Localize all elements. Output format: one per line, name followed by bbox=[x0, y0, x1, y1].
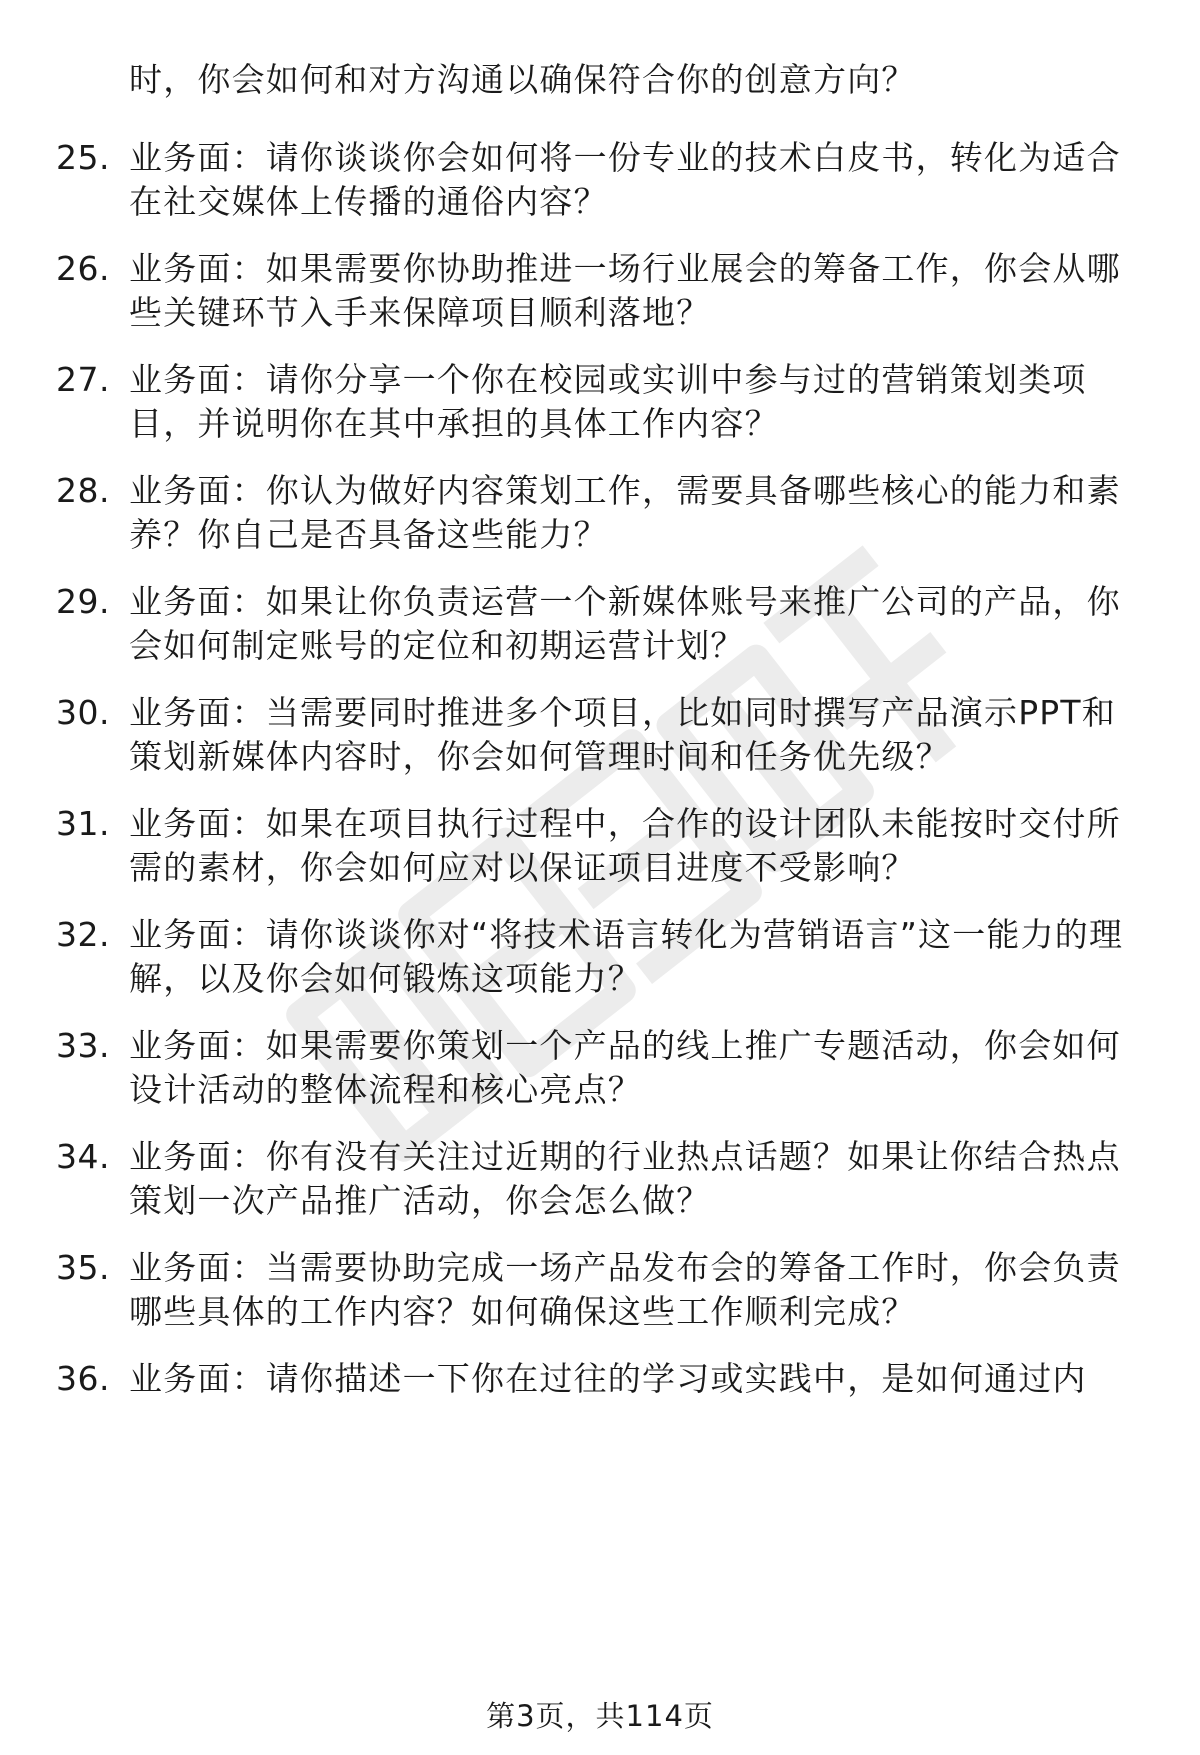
question-number: 33. bbox=[56, 1026, 110, 1065]
question-text: 业务面：请你分享一个你在校园或实训中参与过的营销策划类项目，并说明你在其中承担的具体工作内容？ bbox=[129, 360, 1087, 443]
question-number: 36. bbox=[56, 1359, 110, 1398]
question-text: 业务面：你认为做好内容策划工作，需要具备哪些核心的能力和素养？你自己是否具备这些能力？ bbox=[129, 471, 1121, 554]
list-item bbox=[0, 58, 1200, 102]
question-text: 业务面：请你谈谈你会如何将一份专业的技术白皮书，转化为适合在社交媒体上传播的通俗内容？ bbox=[129, 138, 1121, 221]
question-text: 业务面：如果让你负责运营一个新媒体账号来推广公司的产品，你会如何制定账号的定位和初期运营计划？ bbox=[129, 582, 1121, 665]
question-number: 32. bbox=[56, 915, 110, 954]
question-text: 业务面：如果需要你协助推进一场行业展会的筹备工作，你会从哪些关键环节入手来保障项目顺利落地？ bbox=[129, 249, 1121, 332]
question-number: 28. bbox=[56, 471, 110, 510]
question-number: 31. bbox=[56, 804, 110, 843]
list-item bbox=[0, 580, 1200, 668]
question-number: 26. bbox=[56, 249, 110, 288]
question-list bbox=[0, 58, 1200, 1424]
question-number: 29. bbox=[56, 582, 110, 621]
list-item bbox=[0, 358, 1200, 446]
question-text: 时，你会如何和对方沟通以确保符合你的创意方向？ bbox=[129, 60, 916, 99]
question-text: 业务面：请你描述一下你在过往的学习或实践中，是如何通过内 bbox=[129, 1359, 1087, 1398]
question-number: 34. bbox=[56, 1137, 110, 1176]
list-item bbox=[0, 691, 1200, 779]
list-item bbox=[0, 1357, 1200, 1401]
question-text: 业务面：当需要协助完成一场产品发布会的筹备工作时，你会负责哪些具体的工作内容？如何确保这些工作顺利完成？ bbox=[129, 1248, 1121, 1331]
question-text: 业务面：你有没有关注过近期的行业热点话题？如果让你结合热点策划一次产品推广活动，你会怎么做？ bbox=[129, 1137, 1121, 1220]
question-text: 业务面：如果需要你策划一个产品的线上推广专题活动，你会如何设计活动的整体流程和核心亮点？ bbox=[129, 1026, 1121, 1109]
question-number: 25. bbox=[56, 138, 110, 177]
question-number: 35. bbox=[56, 1248, 110, 1287]
list-item bbox=[0, 469, 1200, 557]
list-item bbox=[0, 913, 1200, 1001]
list-item bbox=[0, 1024, 1200, 1112]
question-number: 30. bbox=[56, 693, 110, 732]
list-item bbox=[0, 802, 1200, 890]
page-number-footer: 第3页，共114页 bbox=[486, 1699, 714, 1733]
list-item bbox=[0, 1246, 1200, 1334]
question-text: 业务面：如果在项目执行过程中，合作的设计团队未能按时交付所需的素材，你会如何应对以保证项目进度不受影响？ bbox=[129, 804, 1121, 887]
list-item bbox=[0, 136, 1200, 224]
question-number: 27. bbox=[56, 360, 110, 399]
list-item bbox=[0, 247, 1200, 335]
question-text: 业务面：请你谈谈你对“将技术语言转化为营销语言”这一能力的理解，以及你会如何锻炼这项能力？ bbox=[129, 915, 1124, 998]
question-text: 业务面：当需要同时推进多个项目，比如同时撰写产品演示PPT和策划新媒体内容时，你会如何管理时间和任务优先级？ bbox=[129, 693, 1116, 776]
list-item bbox=[0, 1135, 1200, 1223]
